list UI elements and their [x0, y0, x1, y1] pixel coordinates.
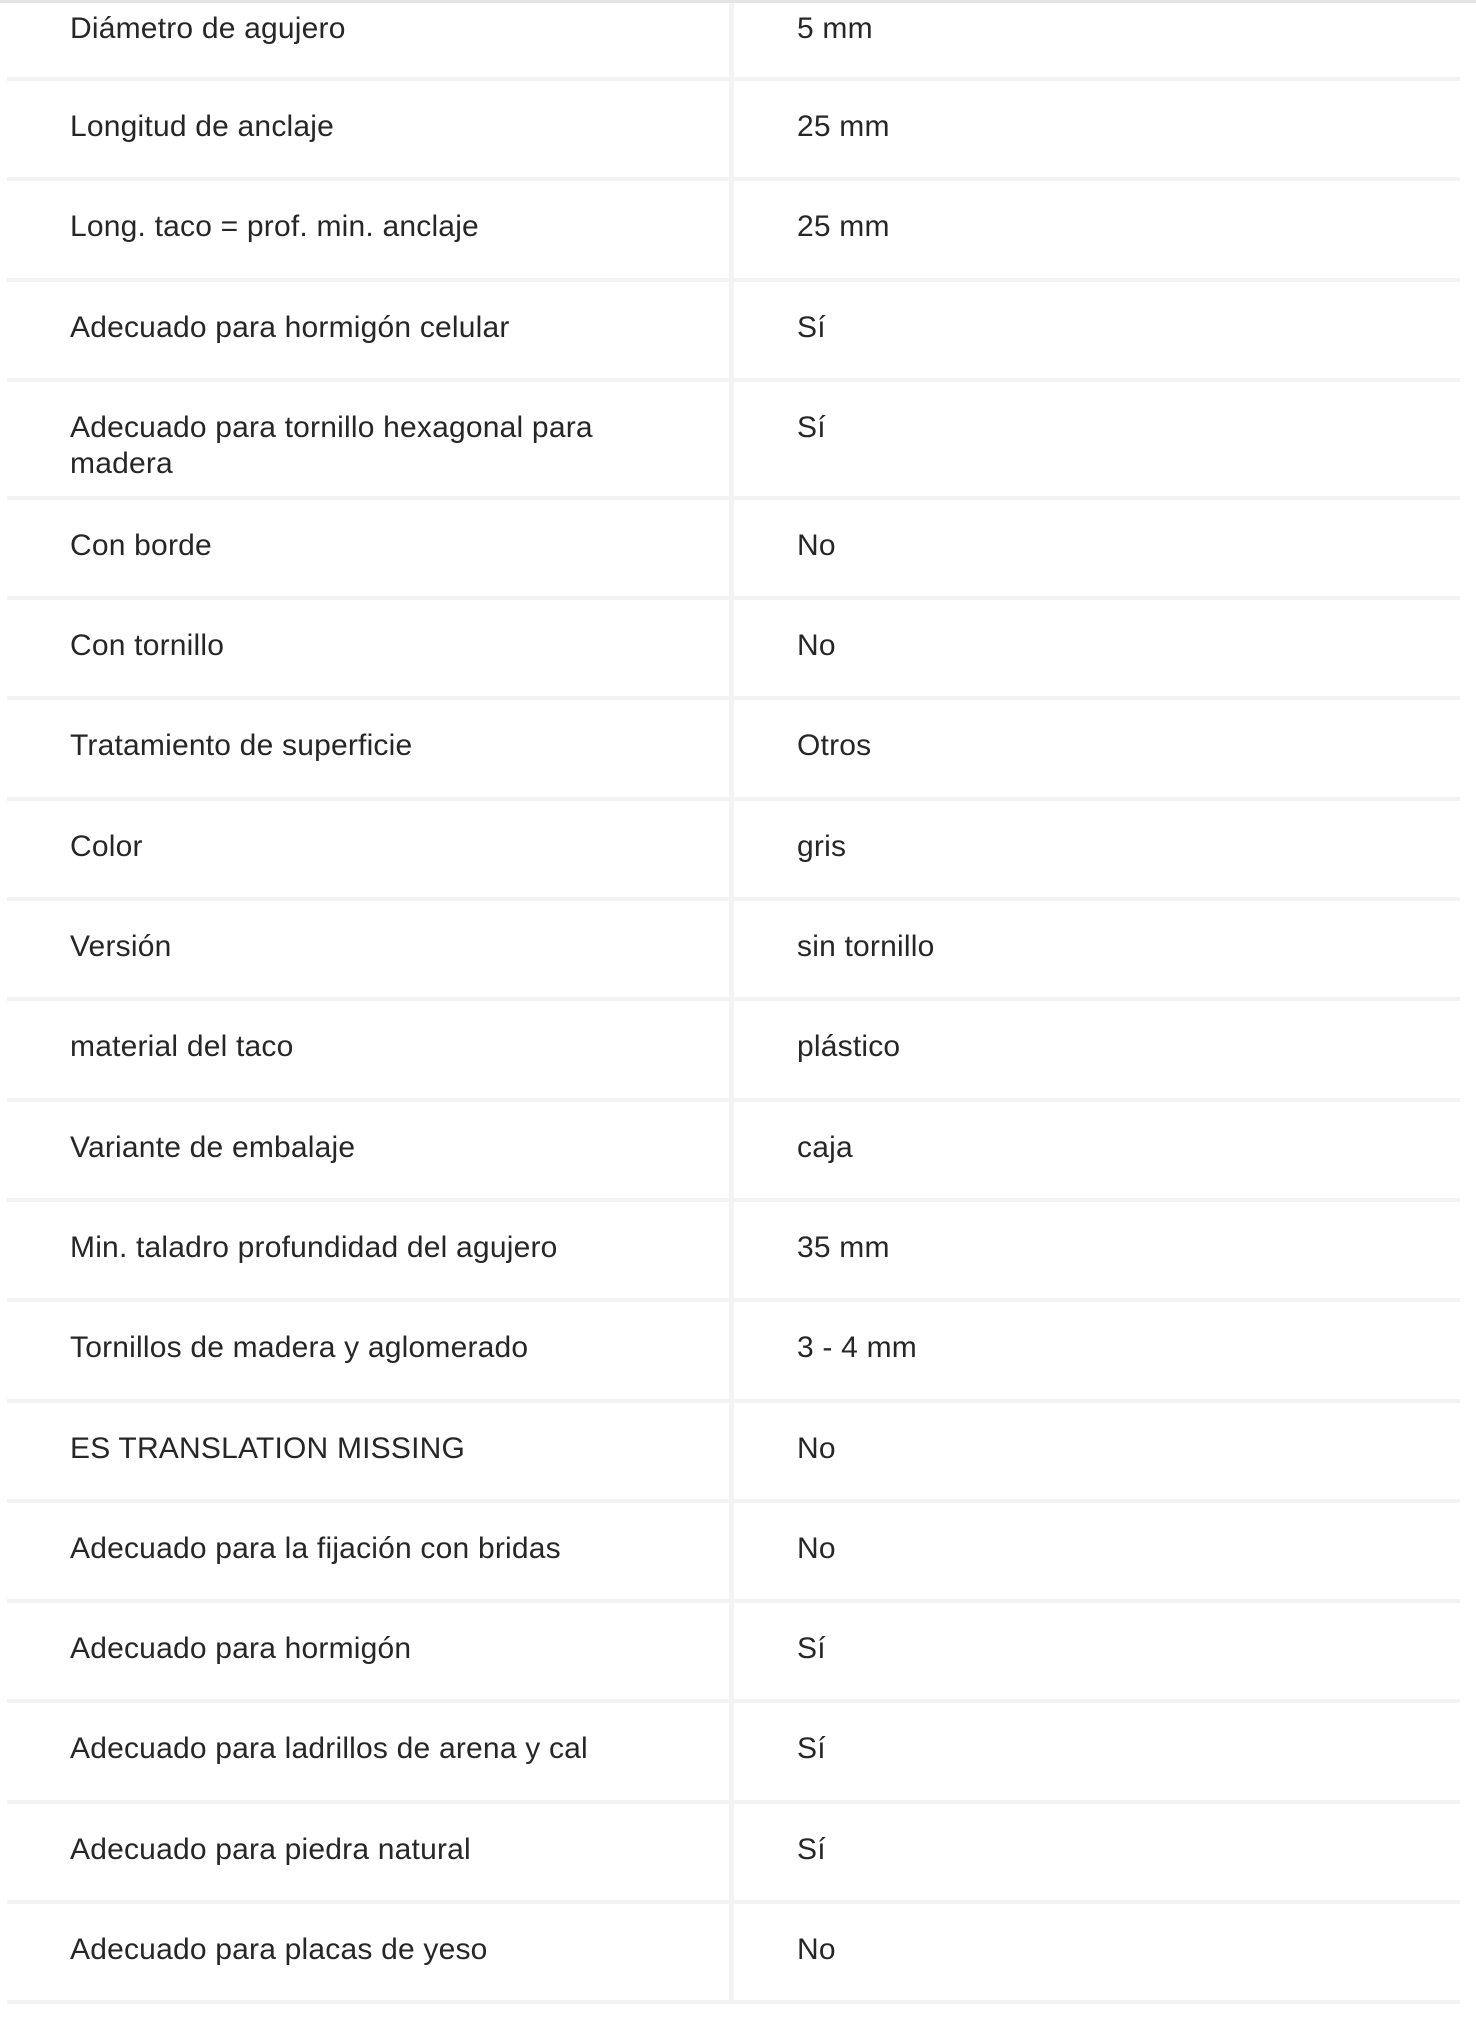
spec-label: material del taco — [7, 1001, 734, 1097]
spec-table — [7, 3, 1460, 2004]
spec-label: Adecuado para ladrillos de arena y cal — [7, 1703, 734, 1799]
spec-value: sin tornillo — [734, 901, 1460, 997]
table-row — [7, 382, 1460, 500]
spec-label: Longitud de anclaje — [7, 81, 734, 177]
spec-label: Adecuado para tornillo hexagonal para madera — [7, 382, 734, 496]
table-row — [7, 3, 1460, 81]
spec-label: Diámetro de agujero — [7, 3, 734, 77]
spec-label: Tratamiento de superficie — [7, 700, 734, 796]
spec-label: Long. taco = prof. min. anclaje — [7, 181, 734, 277]
spec-value: No — [734, 1503, 1460, 1599]
spec-label: Color — [7, 801, 734, 897]
spec-label: Con borde — [7, 500, 734, 596]
table-row — [7, 1102, 1460, 1202]
spec-value: Sí — [734, 382, 1460, 496]
table-row — [7, 1603, 1460, 1703]
spec-label: Con tornillo — [7, 600, 734, 696]
spec-value: Otros — [734, 700, 1460, 796]
spec-value: No — [734, 500, 1460, 596]
table-row — [7, 1001, 1460, 1101]
table-row — [7, 1202, 1460, 1302]
spec-label: Tornillos de madera y aglomerado — [7, 1302, 734, 1398]
spec-value: 25 mm — [734, 81, 1460, 177]
spec-label: Variante de embalaje — [7, 1102, 734, 1198]
spec-value: gris — [734, 801, 1460, 897]
spec-value: 5 mm — [734, 3, 1460, 77]
table-row — [7, 801, 1460, 901]
spec-value: 3 - 4 mm — [734, 1302, 1460, 1398]
spec-value: No — [734, 600, 1460, 696]
spec-label: ES TRANSLATION MISSING — [7, 1403, 734, 1499]
spec-label: Versión — [7, 901, 734, 997]
spec-value: Sí — [734, 1703, 1460, 1799]
table-row — [7, 282, 1460, 382]
table-row — [7, 700, 1460, 800]
spec-value: caja — [734, 1102, 1460, 1198]
spec-value: Sí — [734, 1804, 1460, 1900]
table-row — [7, 1403, 1460, 1503]
table-row — [7, 181, 1460, 281]
spec-value: No — [734, 1403, 1460, 1499]
spec-value: Sí — [734, 282, 1460, 378]
table-row — [7, 901, 1460, 1001]
spec-label: Adecuado para hormigón celular — [7, 282, 734, 378]
table-row — [7, 81, 1460, 181]
spec-label: Min. taladro profundidad del agujero — [7, 1202, 734, 1298]
table-row — [7, 1302, 1460, 1402]
table-row — [7, 600, 1460, 700]
spec-label: Adecuado para piedra natural — [7, 1804, 734, 1900]
table-row — [7, 1904, 1460, 2004]
table-row — [7, 1804, 1460, 1904]
table-row — [7, 1703, 1460, 1803]
spec-label: Adecuado para la fijación con bridas — [7, 1503, 734, 1599]
table-row — [7, 1503, 1460, 1603]
spec-label: Adecuado para placas de yeso — [7, 1904, 734, 2000]
spec-value: No — [734, 1904, 1460, 2000]
table-row — [7, 500, 1460, 600]
spec-value: 35 mm — [734, 1202, 1460, 1298]
spec-value: Sí — [734, 1603, 1460, 1699]
spec-value: 25 mm — [734, 181, 1460, 277]
spec-label: Adecuado para hormigón — [7, 1603, 734, 1699]
spec-value: plástico — [734, 1001, 1460, 1097]
